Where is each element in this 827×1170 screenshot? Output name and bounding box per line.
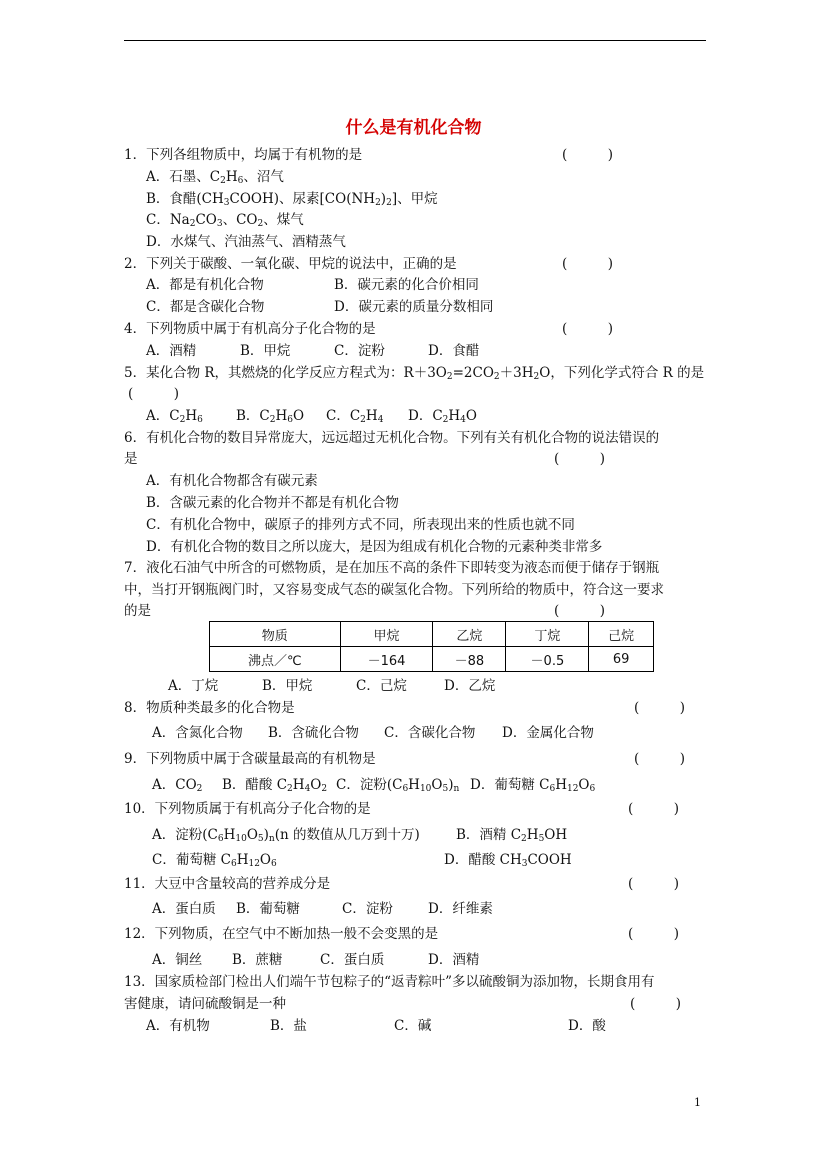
question-7-option-c: C．己烷 (356, 678, 407, 694)
question-7-option-d: D．乙烷 (444, 678, 496, 694)
question-8-stem: 8．物质种类最多的化合物是 (124, 700, 295, 716)
question-1-option-a: A．石墨、$C_2H_6$、沼气 (146, 169, 284, 186)
question-2-answer-paren: ( ) (562, 256, 614, 272)
question-13-option-b: B．盐 (270, 1018, 307, 1034)
question-2-option-b: B．碳元素的化合价相同 (334, 277, 479, 293)
question-2-option-c: C．都是含碳化合物 (146, 299, 265, 315)
question-13-option-c: C．碱 (394, 1018, 432, 1034)
question-8-option-c: C．含碳化合物 (384, 725, 476, 741)
question-1-stem: 1．下列各组物质中，均属于有机物的是 (124, 147, 363, 163)
question-9-option-b: B．醋酸 $C_2H_4O_2$ (222, 777, 328, 794)
question-5-option-a: A．$C_2H_6$ (146, 408, 203, 425)
table-header-cell: 乙烷 (433, 622, 506, 647)
boiling-point-table (209, 621, 654, 672)
table-header-cell: 物质 (210, 622, 341, 647)
question-13-stem-cont: 害健康，请问硫酸铜是一种 (124, 996, 286, 1012)
question-4-answer-paren: ( ) (562, 321, 614, 337)
question-13-option-d: D．酸 (568, 1018, 606, 1034)
question-4-option-d: D．食醋 (428, 343, 480, 359)
question-7-option-b: B．甲烷 (262, 678, 313, 694)
table-header-cell: 甲烷 (340, 622, 433, 647)
question-7-stem-cont: 中，当打开钢瓶阀门时，又容易变成气态的碳氢化合物。下列所给的物质中，符合这一要求 (124, 582, 664, 598)
question-10-option-d: D．醋酸 $CH_3COOH$ (444, 852, 572, 869)
table-header-row (210, 622, 654, 647)
question-10-answer-paren: ( ) (628, 801, 680, 817)
question-4-stem: 4．下列物质中属于有机高分子化合物的是 (124, 321, 376, 337)
question-7-stem: 7．液化石油气中所含的可燃物质，是在加压不高的条件下即转变为液态而便于储存于钢瓶 (124, 560, 660, 576)
question-5-option-b: B．$C_2H_6O$ (236, 408, 305, 425)
question-9-option-d: D．葡萄糖 $C_6H_{12}O_6$ (470, 777, 596, 794)
question-12-answer-paren: ( ) (628, 926, 680, 942)
question-9-answer-paren: ( ) (634, 751, 686, 767)
question-6-stem: 6．有机化合物的数目异常庞大，远远超过无机化合物。下列有关有机化合物的说法错误的 (124, 430, 660, 446)
question-1-option-d: D．水煤气、汽油蒸气、酒精蒸气 (146, 234, 346, 250)
table-cell: 69 (589, 647, 654, 672)
header-rule (124, 40, 706, 41)
question-6-option-a: A．有机化合物都含有碳元素 (146, 473, 318, 489)
question-11-option-c: C．淀粉 (342, 901, 393, 917)
question-6-option-d: D．有机化合物的数目之所以庞大，是因为组成有机化合物的元素种类非常多 (146, 539, 603, 555)
question-6-option-c: C．有机化合物中，碳原子的排列方式不同，所表现出来的性质也就不同 (146, 517, 575, 533)
question-11-option-d: D．纤维素 (428, 901, 493, 917)
table-cell: －0.5 (506, 647, 589, 672)
table-header-cell: 丁烷 (506, 622, 589, 647)
question-8-option-d: D．金属化合物 (502, 725, 594, 741)
question-6-stem-cont: 是 (124, 451, 138, 467)
question-10-option-a: A．淀粉$(C_6H_{10}O_5)_n(n$ 的数值从几万到十万) (152, 827, 420, 844)
question-7-option-a: A．丁烷 (168, 678, 219, 694)
question-11-option-a: A．蛋白质 (152, 901, 216, 917)
question-13-option-a: A．有机物 (146, 1018, 210, 1034)
table-row-label: 沸点／℃ (210, 647, 341, 672)
question-11-option-b: B．葡萄糖 (236, 901, 300, 917)
table-cell: －164 (340, 647, 433, 672)
question-12-stem: 12．下列物质，在空气中不断加热一般不会变黑的是 (124, 926, 439, 942)
table-cell: －88 (433, 647, 506, 672)
question-9-option-c: C．淀粉$(C_6H_{10}O_5)_n$ (336, 777, 460, 794)
question-1-answer-paren: ( ) (562, 147, 614, 163)
table-row (210, 647, 654, 672)
question-13-answer-paren: ( ) (630, 996, 682, 1012)
page-number: 1 (694, 1096, 701, 1109)
question-4-option-a: A．酒精 (146, 343, 197, 359)
question-2-option-d: D．碳元素的质量分数相同 (334, 299, 494, 315)
question-12-option-b: B．蔗糖 (232, 952, 283, 968)
question-4-option-c: C．淀粉 (334, 343, 385, 359)
question-10-stem: 10．下列物质属于有机高分子化合物的是 (124, 801, 371, 817)
question-5-option-d: D．$C_2H_4O$ (408, 408, 477, 425)
question-6-answer-paren: ( ) (554, 451, 606, 467)
question-10-option-b: B．酒精 $C_2H_5OH$ (456, 827, 568, 844)
question-5-answer-paren: ( ) (128, 386, 180, 402)
question-11-answer-paren: ( ) (628, 876, 680, 892)
question-7-stem-end: 的是 (124, 603, 151, 619)
question-10-option-c: C．葡萄糖 $C_6H_{12}O_6$ (152, 852, 277, 869)
question-4-option-b: B．甲烷 (240, 343, 291, 359)
question-5-stem: 5．某化合物 R，其燃烧的化学反应方程式为：$R+3O_2=2CO_2+3H_2O$，下列化学式符合 R 的是 (124, 365, 705, 382)
question-11-stem: 11．大豆中含量较高的营养成分是 (124, 876, 331, 892)
question-5-option-c: C．$C_2H_4$ (326, 408, 384, 425)
question-8-answer-paren: ( ) (634, 700, 686, 716)
question-1-option-b: B．食醋$(CH_3COOH)$、尿素$[CO(NH_2)_2]$、甲烷 (146, 191, 438, 208)
question-9-option-a: A．$CO_2$ (152, 777, 203, 794)
question-12-option-d: D．酒精 (428, 952, 480, 968)
page-title: 什么是有机化合物 (345, 118, 482, 138)
question-1-option-c: C．$Na_2CO_3$、$CO_2$、煤气 (146, 212, 304, 229)
question-2-option-a: A．都是有机化合物 (146, 277, 264, 293)
question-7-answer-paren: ( ) (554, 603, 606, 619)
question-8-option-b: B．含硫化合物 (268, 725, 359, 741)
question-6-option-b: B．含碳元素的化合物并不都是有机化合物 (146, 495, 399, 511)
question-12-option-a: A．铜丝 (152, 952, 203, 968)
question-2-stem: 2．下列关于碳酸、一氧化碳、甲烷的说法中，正确的是 (124, 256, 457, 272)
question-9-stem: 9．下列物质中属于含碳量最高的有机物是 (124, 751, 376, 767)
question-8-option-a: A．含氮化合物 (152, 725, 243, 741)
table-header-cell: 己烷 (589, 622, 654, 647)
question-13-stem: 13．国家质检部门检出人们端午节包粽子的“返青粽叶”多以硫酸铜为添加物，长期食用有 (124, 974, 655, 990)
question-12-option-c: C．蛋白质 (320, 952, 385, 968)
